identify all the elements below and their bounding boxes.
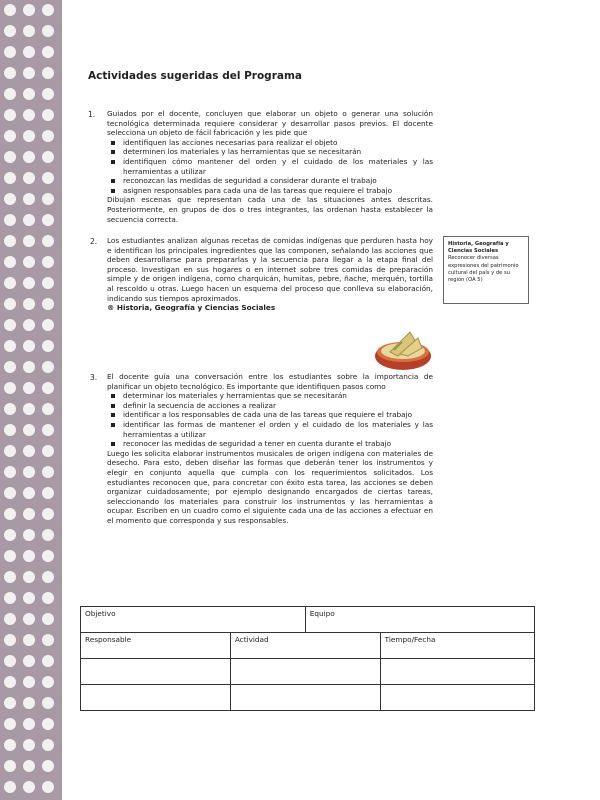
decorative-dot [4, 697, 16, 709]
subject-reference: ® Historia, Geografía y Ciencias Sociales [107, 303, 276, 313]
decorative-dot [42, 445, 54, 457]
decorative-dot [23, 613, 35, 625]
decorative-dot [23, 4, 35, 16]
decorative-dot [42, 613, 54, 625]
decorative-dot [4, 235, 16, 247]
list-item: determinen los materiales y las herramientas que se necesitarán [123, 147, 433, 157]
decorative-dot [42, 487, 54, 499]
activity-1 [107, 109, 433, 224]
decorative-dot [23, 445, 35, 457]
sidebox-body: Reconocer diversas expresiones del patrimonio cultural del país y de su región (OA 5) [448, 255, 519, 284]
decorative-dot [23, 466, 35, 478]
decorative-dot [42, 760, 54, 772]
decorative-dot [42, 634, 54, 646]
decorative-dot [4, 781, 16, 793]
list-item: identifiquen cómo mantener del orden y el cuidado de los materiales y las herramientas a utilizar [123, 156, 433, 176]
decorative-dot [4, 382, 16, 394]
decorative-dot [4, 445, 16, 457]
table-row [81, 659, 535, 685]
decorative-dot [23, 382, 35, 394]
table-row [81, 607, 535, 633]
decorative-dot [42, 109, 54, 121]
decorative-dot [23, 571, 35, 583]
decorative-dot [42, 277, 54, 289]
decorative-dot [42, 550, 54, 562]
decorative-dot [4, 319, 16, 331]
activity-2-text: Los estudiantes analizan algunas recetas de comidas indígenas que perduren hasta hoy e identifican los principales ingredientes que las componen, señalando las acciones que deben desarrollarse para prepararlas y la secuencia para llegar a la etapa final del proceso. Investigan en sus hogares o en internet sobre tres comidas de preparación simple y de origen indígena, como charquicán, humitas, pebre, ñache, merquén, tortilla al rescoldo u otras. Luego hacen un esquema del proceso que conlleva su elaboración, indicando sus tiempos aproximados. [107, 236, 433, 303]
decorative-dot [42, 25, 54, 37]
planning-table [80, 606, 535, 711]
decorative-dot [4, 277, 16, 289]
table-cell[interactable] [230, 685, 380, 711]
table-cell[interactable] [230, 659, 380, 685]
decorative-dot [23, 550, 35, 562]
decorative-dot [42, 697, 54, 709]
activity-3 [107, 372, 433, 526]
decorative-dot [23, 340, 35, 352]
decorative-dot [23, 67, 35, 79]
decorative-dot [23, 319, 35, 331]
responsable-header: Responsable [81, 633, 231, 659]
decorative-dot [4, 109, 16, 121]
decorative-dot [23, 130, 35, 142]
decorative-dot [42, 781, 54, 793]
list-item: reconocer las medidas de seguridad a tener en cuenta durante el trabajo [123, 439, 433, 449]
decorative-dot [4, 613, 16, 625]
decorative-dot [4, 508, 16, 520]
decorative-dot [42, 466, 54, 478]
decorative-dot [42, 718, 54, 730]
decorative-dot [4, 130, 16, 142]
decorative-dot [23, 424, 35, 436]
decorative-dot [23, 760, 35, 772]
decorative-dot [23, 298, 35, 310]
decorative-dot [4, 718, 16, 730]
decorative-dot [42, 235, 54, 247]
decorative-dot [23, 88, 35, 100]
decorative-dot [23, 277, 35, 289]
decorative-dot [4, 634, 16, 646]
decorative-dot [23, 592, 35, 604]
decorative-dot [42, 67, 54, 79]
decorative-dot [42, 571, 54, 583]
decorative-dot [42, 382, 54, 394]
page-title: Actividades sugeridas del Programa [88, 70, 302, 82]
activity-1-outro: Dibujan escenas que representan cada una de las situaciones antes descritas. Posteriormente, en grupos de dos o tres integrantes, las ordenan hasta establecer la secuencia correcta. [107, 195, 433, 224]
decorative-dot [4, 214, 16, 226]
table-cell[interactable] [81, 685, 231, 711]
decorative-dot [23, 697, 35, 709]
decorative-dot [42, 403, 54, 415]
activity-3-intro: El docente guía una conversación entre los estudiantes sobre la importancia de planificar un objeto tecnológico. Es importante que identifiquen pasos como [107, 372, 433, 391]
decorative-dot [23, 676, 35, 688]
decorative-dot [42, 193, 54, 205]
decorative-dot [4, 256, 16, 268]
decorative-dot [42, 529, 54, 541]
decorative-dot [4, 571, 16, 583]
food-bowl-image [372, 322, 434, 372]
decorative-dot [4, 4, 16, 16]
decorative-dot [42, 361, 54, 373]
list-item: asignen responsables para cada una de las tareas que requiere el trabajo [123, 186, 433, 196]
table-row [81, 685, 535, 711]
activity-3-outro: Luego les solicita elaborar instrumentos musicales de origen indígena con materiales de desecho. Para esto, deben diseñar las formas que deberán tener los instrumentos y elegir en conjunto aquella que cumpla con los requerimientos solicitados. Los estudiantes reconocen que, para concretar con éxito esta tarea, las acciones se deben organizar cuidadosamente; por ejemplo designando encargados de ciertas tareas, seleccionando los materiales para construir los instrumentos y las herramientas a ocupar. Escriben en un cuadro como el siguiente cada una de las acciones a efectuar en el momento que corresponda y sus responsables. [107, 448, 433, 525]
decorative-dot [23, 172, 35, 184]
decorative-dot [4, 172, 16, 184]
activity-1-bullets [107, 138, 433, 196]
decorative-dot [4, 466, 16, 478]
activity-2-number: 2. [90, 237, 98, 246]
decorative-dot [42, 340, 54, 352]
decorative-dot [42, 739, 54, 751]
list-item: reconozcan las medidas de seguridad a considerar durante el trabajo [123, 176, 433, 186]
decorative-dot [4, 676, 16, 688]
activity-1-intro: Guiados por el docente, concluyen que elaborar un objeto o generar una solución tecnológica determinada requiere considerar y desarrollar pasos previos. El docente selecciona un objeto de fácil fabricación y les pide que [107, 109, 433, 138]
decorative-dot [42, 46, 54, 58]
table-cell[interactable] [380, 659, 534, 685]
tiempo-header: Tiempo/Fecha [380, 633, 534, 659]
decorative-dot [4, 550, 16, 562]
decorative-dot [23, 193, 35, 205]
decorative-dot [23, 151, 35, 163]
decorative-dot [4, 340, 16, 352]
decorative-dot [42, 214, 54, 226]
decorative-dot [42, 508, 54, 520]
decorative-dot [4, 487, 16, 499]
decorative-dot [4, 298, 16, 310]
decorative-dot [23, 256, 35, 268]
decorative-dot [23, 781, 35, 793]
table-row [81, 633, 535, 659]
decorative-dot [42, 88, 54, 100]
decorative-dot [23, 634, 35, 646]
decorative-dot [42, 298, 54, 310]
activity-3-bullets [107, 391, 433, 449]
equipo-cell: Equipo [305, 607, 534, 633]
decorative-dot [4, 151, 16, 163]
decorative-dot [42, 592, 54, 604]
decorative-dot [23, 718, 35, 730]
decorative-dot [42, 676, 54, 688]
decorative-dot [42, 655, 54, 667]
decorative-dot [42, 319, 54, 331]
decorative-dot [23, 739, 35, 751]
decorative-dot [23, 361, 35, 373]
decorative-dot [23, 403, 35, 415]
decorative-dot-strip [0, 0, 62, 800]
decorative-dot [4, 424, 16, 436]
decorative-dot [23, 508, 35, 520]
decorative-dot [23, 25, 35, 37]
list-item: identificar a los responsables de cada una de las tareas que requiere el trabajo [123, 410, 433, 420]
decorative-dot [4, 25, 16, 37]
decorative-dot [4, 67, 16, 79]
list-item: definir la secuencia de acciones a realizar [123, 401, 433, 411]
decorative-dot [23, 109, 35, 121]
list-item: identificar las formas de mantener el orden y el cuidado de los materiales y las herramientas a utilizar [123, 419, 433, 439]
activity-1-number: 1. [88, 110, 96, 119]
decorative-dot [4, 739, 16, 751]
decorative-dot [4, 592, 16, 604]
decorative-dot [42, 151, 54, 163]
decorative-dot [23, 529, 35, 541]
decorative-dot [42, 424, 54, 436]
decorative-dot [4, 403, 16, 415]
decorative-dot [42, 130, 54, 142]
list-item: identifiquen las acciones necesarias para realizar el objeto [123, 138, 433, 148]
decorative-dot [42, 256, 54, 268]
actividad-header: Actividad [230, 633, 380, 659]
decorative-dot [4, 193, 16, 205]
decorative-dot [4, 760, 16, 772]
decorative-dot [23, 487, 35, 499]
activity-2 [107, 236, 433, 313]
decorative-dot [4, 529, 16, 541]
decorative-dot [4, 361, 16, 373]
decorative-dot [42, 172, 54, 184]
decorative-dot [4, 655, 16, 667]
table-cell[interactable] [380, 685, 534, 711]
table-cell[interactable] [81, 659, 231, 685]
decorative-dot [4, 46, 16, 58]
objetivo-cell: Objetivo [81, 607, 306, 633]
decorative-dot [23, 235, 35, 247]
list-item: determinar los materiales y herramientas que se necesitarán [123, 391, 433, 401]
activity-3-number: 3. [90, 373, 98, 382]
decorative-dot [23, 46, 35, 58]
decorative-dot [23, 655, 35, 667]
decorative-dot [23, 214, 35, 226]
decorative-dot [4, 88, 16, 100]
decorative-dot [42, 4, 54, 16]
curriculum-sidebox [443, 236, 529, 304]
sidebox-heading: Historia, Geografía y Ciencias Sociales [448, 241, 509, 255]
